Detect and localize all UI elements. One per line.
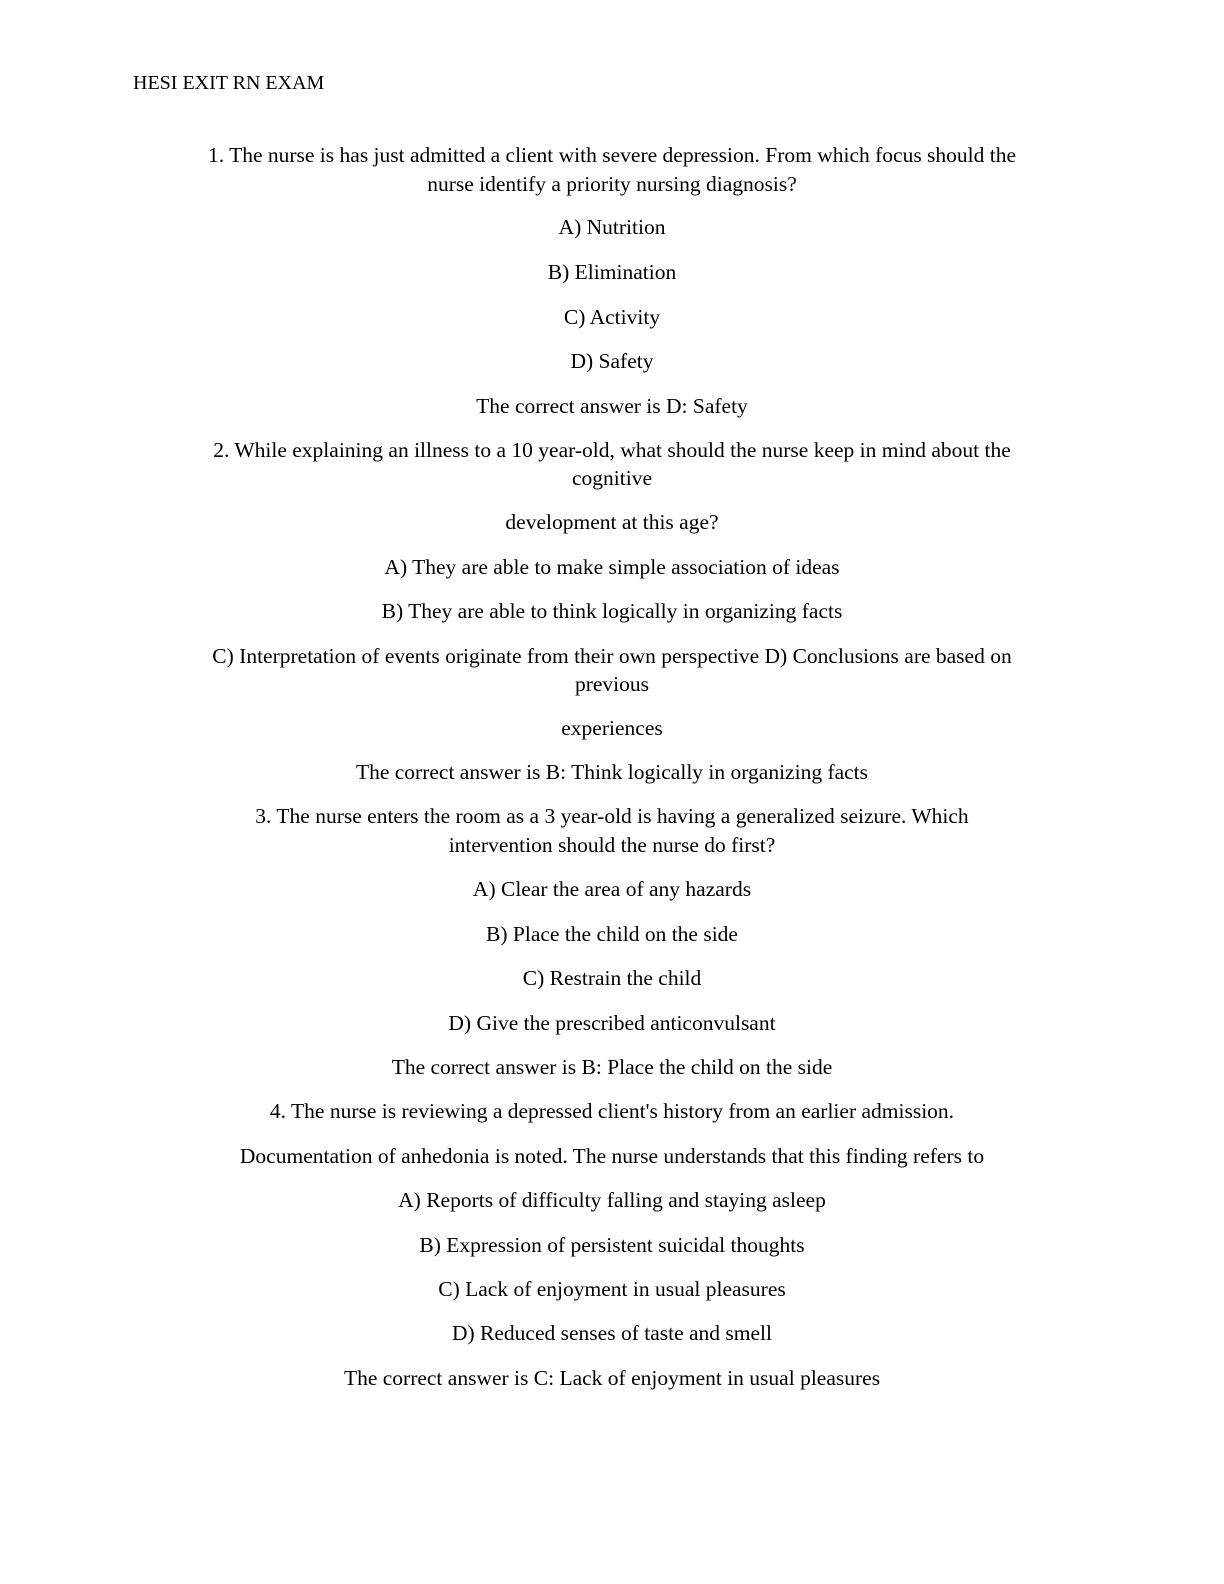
q3-option-a: A) Clear the area of any hazards [472,877,752,901]
q2-option-d-line-3: experiences [561,716,663,740]
q3-stem-line-1: 3. The nurse enters the room as a 3 year-old is having a generalized seizure. Which [255,804,969,828]
q3-option-b: B) Place the child on the side [486,922,738,946]
q2-option-b: B) They are able to think logically in organizing facts [381,599,843,623]
q2-stem-line-2: cognitive [571,466,652,490]
q3-option-c: C) Restrain the child [522,966,702,990]
q1-option-a: A) Nutrition [558,215,666,239]
document-header: HESI EXIT RN EXAM [133,72,325,94]
q2-option-d-line-2: previous [574,672,650,696]
q3-stem-line-2: intervention should the nurse do first? [448,833,776,857]
q4-stem-line-2: Documentation of anhedonia is noted. The nurse understands that this finding refers to [239,1144,985,1168]
q3-option-d: D) Give the prescribed anticonvulsant [448,1011,776,1035]
q4-option-b: B) Expression of persistent suicidal thoughts [419,1233,805,1257]
q2-option-a: A) They are able to make simple association of ideas [384,555,840,579]
q3-answer: The correct answer is B: Place the child on the side [391,1055,833,1079]
q1-stem-line-1: 1. The nurse is has just admitted a client with severe depression. From which focus should the [207,143,1017,167]
q1-stem-line-2: nurse identify a priority nursing diagnosis? [427,172,797,196]
q1-option-b: B) Elimination [547,260,677,284]
q2-stem-line-1: 2. While explaining an illness to a 10 year-old, what should the nurse keep in mind about the [213,438,1011,462]
q2-answer: The correct answer is B: Think logically in organizing facts [355,760,869,784]
q4-option-d: D) Reduced senses of taste and smell [451,1321,773,1345]
q4-option-c: C) Lack of enjoyment in usual pleasures [438,1277,786,1301]
q1-option-c: C) Activity [563,305,661,329]
q2-option-c-d-line-1: C) Interpretation of events originate from their own perspective D) Conclusions are based on [212,644,1012,668]
q1-answer: The correct answer is D: Safety [476,394,748,418]
q4-answer: The correct answer is C: Lack of enjoyment in usual pleasures [343,1366,881,1390]
q4-stem-line-1: 4. The nurse is reviewing a depressed client's history from an earlier admission. [269,1099,955,1123]
q4-option-a: A) Reports of difficulty falling and staying asleep [398,1188,826,1212]
q1-option-d: D) Safety [570,349,654,373]
q2-stem-line-3: development at this age? [505,510,719,534]
